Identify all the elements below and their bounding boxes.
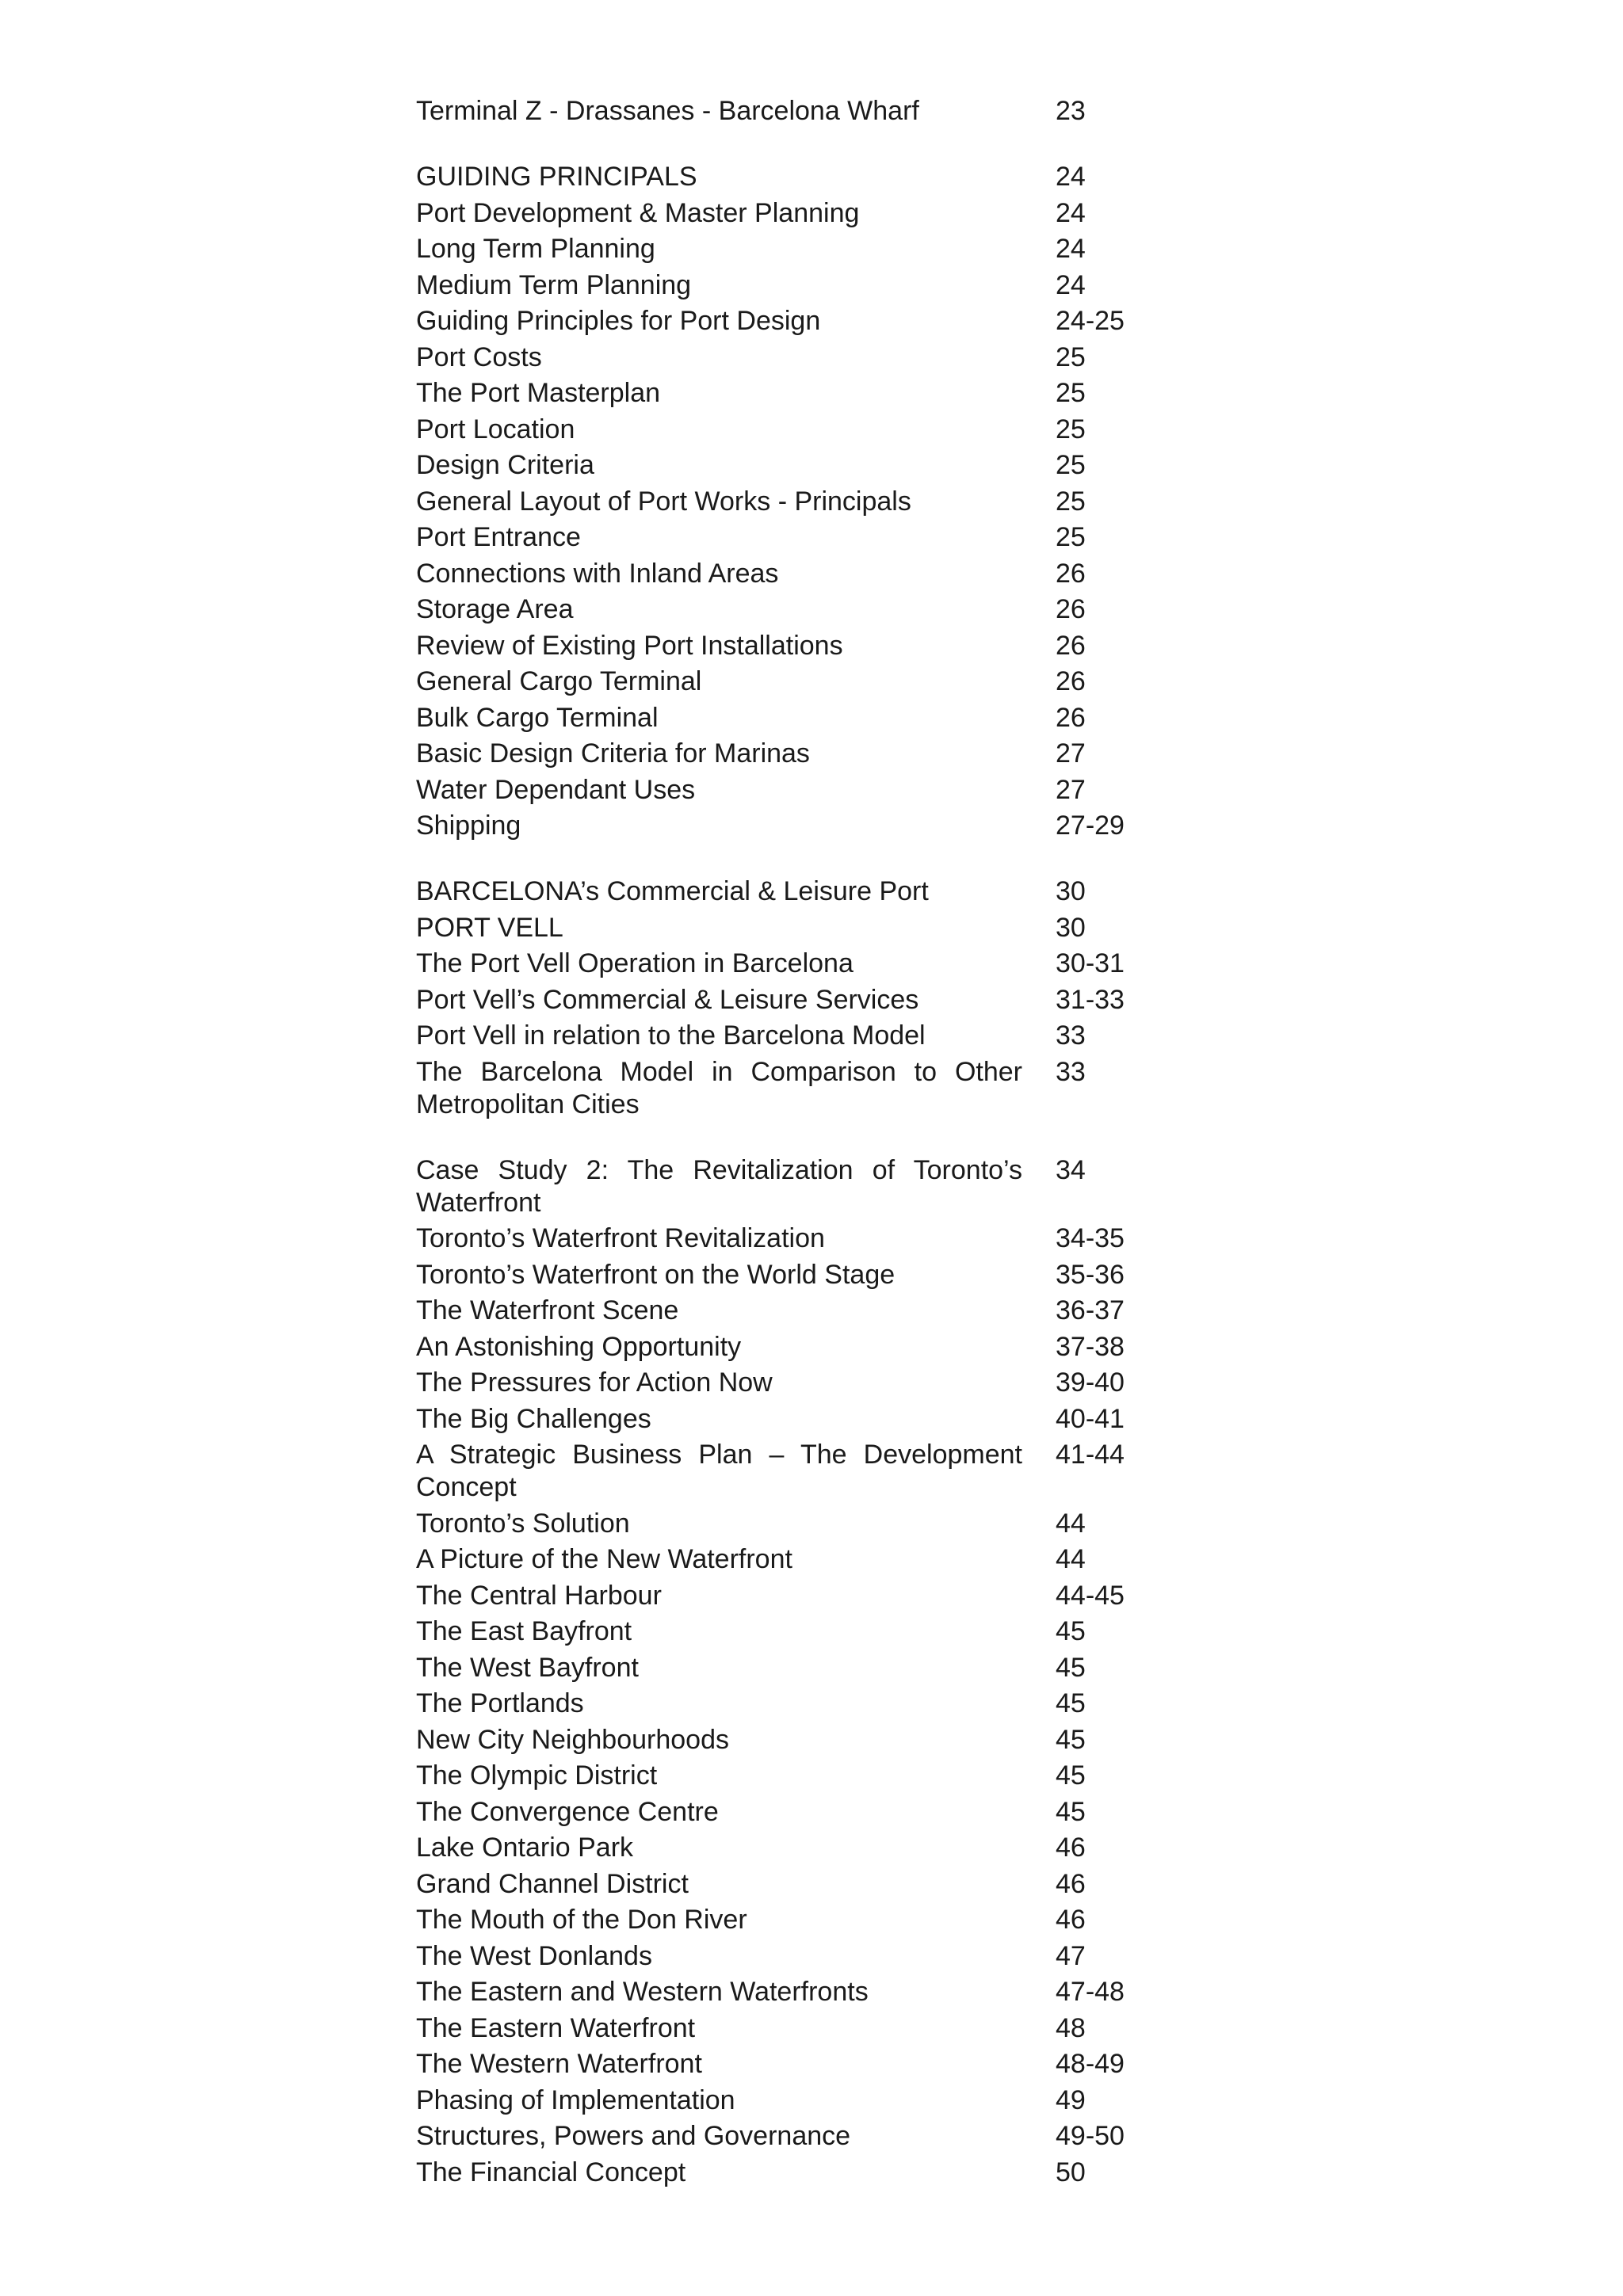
toc-entry <box>416 666 1209 698</box>
toc-entry-title: Port Vell’s Commercial & Leisure Services <box>416 984 919 1015</box>
toc-entry-title: The Pressures for Action Now <box>416 1367 773 1398</box>
toc-entry <box>416 1832 1209 1864</box>
toc-entry-pages: 47 <box>1056 1940 1086 1971</box>
toc-entry-title: Port Development & Master Planning <box>416 197 860 228</box>
toc-entry <box>416 948 1209 980</box>
toc-entry-pages: 26 <box>1056 594 1086 624</box>
toc-entry-title: The Central Harbour <box>416 1580 662 1611</box>
toc-entry-pages: 33 <box>1056 1020 1086 1051</box>
toc-entry <box>416 2048 1209 2081</box>
toc-entry <box>416 875 1209 908</box>
toc-entry-pages: 49-50 <box>1056 2121 1125 2151</box>
toc-entry-pages: 25 <box>1056 414 1086 444</box>
toc-entry-pages: 39-40 <box>1056 1367 1125 1398</box>
toc-entry-pages: 25 <box>1056 378 1086 408</box>
toc-entry <box>416 558 1209 590</box>
toc-entry <box>416 1796 1209 1829</box>
toc-entry <box>416 810 1209 842</box>
toc-entry-pages: 30-31 <box>1056 948 1125 978</box>
toc-entry <box>416 449 1209 482</box>
toc-entry <box>416 1688 1209 1720</box>
toc-entry-pages: 25 <box>1056 450 1086 480</box>
toc-entry <box>416 1020 1209 1052</box>
toc-entry-title: General Layout of Port Works - Principals <box>416 486 911 517</box>
toc-entry-title: Grand Channel District <box>416 1868 689 1899</box>
toc-entry-title: A Picture of the New Waterfront <box>416 1544 792 1574</box>
toc-entry <box>416 486 1209 518</box>
toc-entry <box>416 2012 1209 2045</box>
toc-entry-pages: 30 <box>1056 912 1086 943</box>
toc-entry-title: The West Donlands <box>416 1940 652 1971</box>
toc-entry <box>416 738 1209 770</box>
toc-entry-title: Review of Existing Port Installations <box>416 630 843 661</box>
toc-entry <box>416 1976 1209 2008</box>
toc-entry <box>416 414 1209 446</box>
toc-entry-pages: 45 <box>1056 1796 1086 1827</box>
toc-entry-pages: 48 <box>1056 2012 1086 2043</box>
toc-entry-title: PORT VELL <box>416 912 563 943</box>
toc-entry-title: Guiding Principles for Port Design <box>416 306 821 336</box>
toc-entry-title: New City Neighbourhoods <box>416 1724 729 1755</box>
toc-entry <box>416 305 1209 338</box>
toc-entry-title: The Big Challenges <box>416 1403 651 1434</box>
toc-entry-pages: 26 <box>1056 702 1086 733</box>
toc-entry-pages: 37-38 <box>1056 1331 1125 1362</box>
toc-entry-pages: 34 <box>1056 1154 1086 1185</box>
toc-entry-title: GUIDING PRINCIPALS <box>416 162 697 192</box>
toc-entry-title: Water Dependant Uses <box>416 774 696 805</box>
toc-entry-pages: 33 <box>1056 1056 1086 1087</box>
toc-entry <box>416 1615 1209 1648</box>
toc-entry <box>416 2157 1209 2189</box>
toc-entry-pages: 24 <box>1056 162 1086 192</box>
toc-entry <box>416 593 1209 626</box>
toc-entry-pages: 44 <box>1056 1544 1086 1574</box>
toc-entry <box>416 1760 1209 1792</box>
toc-entry-title: General Cargo Terminal <box>416 666 702 696</box>
toc-entry-pages: 26 <box>1056 666 1086 696</box>
toc-entry-pages: 26 <box>1056 630 1086 661</box>
toc-entry-title: A Strategic Business Plan – The Development Concept <box>416 1440 1022 1502</box>
toc-entry-pages: 26 <box>1056 558 1086 589</box>
toc-entry-title: Toronto’s Waterfront Revitalization <box>416 1223 825 1253</box>
toc-entry <box>416 1652 1209 1684</box>
toc-entry-pages: 45 <box>1056 1688 1086 1718</box>
toc-entry <box>416 377 1209 410</box>
toc-entry-title: An Astonishing Opportunity <box>416 1331 742 1362</box>
toc-entry-pages: 47-48 <box>1056 1977 1125 2007</box>
toc-entry-pages: 40-41 <box>1056 1403 1125 1434</box>
toc-entry-title: Shipping <box>416 810 521 841</box>
toc-entry-pages: 35-36 <box>1056 1259 1125 1290</box>
toc-entry-pages: 48-49 <box>1056 2049 1125 2079</box>
toc-entry <box>416 1868 1209 1901</box>
toc-entry-pages: 27 <box>1056 774 1086 805</box>
toc-entry-pages: 25 <box>1056 486 1086 517</box>
toc-entry <box>416 197 1209 230</box>
toc-entry-pages: 44-45 <box>1056 1580 1125 1611</box>
toc-entry-pages: 34-35 <box>1056 1223 1125 1253</box>
toc-entry <box>416 1543 1209 1576</box>
toc-entry <box>416 1724 1209 1756</box>
toc-entry-title: Port Location <box>416 414 575 444</box>
toc-entry <box>416 1259 1209 1291</box>
toc-entry-title: Medium Term Planning <box>416 269 692 300</box>
toc-section <box>416 1154 1209 2189</box>
toc-entry <box>416 521 1209 554</box>
toc-entry <box>416 1056 1209 1121</box>
toc-entry-title: The Waterfront Scene <box>416 1295 679 1325</box>
toc-entry-pages: 45 <box>1056 1616 1086 1646</box>
toc-entry <box>416 774 1209 807</box>
toc-entry-pages: 45 <box>1056 1760 1086 1791</box>
toc-entry <box>416 1940 1209 1973</box>
toc-entry-title: Long Term Planning <box>416 234 655 264</box>
toc-entry-pages: 36-37 <box>1056 1295 1125 1325</box>
toc-entry-pages: 45 <box>1056 1724 1086 1755</box>
toc-entry-pages: 24 <box>1056 234 1086 264</box>
toc-entry <box>416 2084 1209 2117</box>
toc-entry <box>416 984 1209 1016</box>
toc-entry <box>416 1295 1209 1327</box>
toc-entry-pages: 25 <box>1056 522 1086 552</box>
toc-entry <box>416 1154 1209 1219</box>
toc-entry-title: The East Bayfront <box>416 1616 632 1646</box>
toc-entry <box>416 1367 1209 1399</box>
toc-entry-title: The Olympic District <box>416 1760 658 1791</box>
toc-entry <box>416 95 1209 128</box>
toc-entry-title: Lake Ontario Park <box>416 1833 634 1863</box>
toc-entry-pages: 50 <box>1056 2157 1086 2187</box>
toc-entry <box>416 161 1209 193</box>
toc-entry-title: Case Study 2: The Revitalization of Toronto’s Waterfront <box>416 1154 1022 1218</box>
toc-entry-pages: 24 <box>1056 269 1086 300</box>
toc-entry <box>416 1580 1209 1612</box>
toc-entry-pages: 45 <box>1056 1652 1086 1683</box>
toc-entry-pages: 46 <box>1056 1833 1086 1863</box>
toc-entry <box>416 1904 1209 1936</box>
toc-entry <box>416 2120 1209 2153</box>
toc-entry-title: Toronto’s Solution <box>416 1508 630 1539</box>
toc-entry-title: Bulk Cargo Terminal <box>416 702 659 733</box>
toc-entry <box>416 1403 1209 1436</box>
toc-section <box>416 161 1209 842</box>
toc-entry <box>416 630 1209 662</box>
toc-entry-title: The Portlands <box>416 1688 584 1718</box>
toc-entry <box>416 1222 1209 1255</box>
toc-entry-pages: 46 <box>1056 1868 1086 1899</box>
toc-entry-title: Storage Area <box>416 594 574 624</box>
toc-entry <box>416 1508 1209 1540</box>
toc-entry-title: The Mouth of the Don River <box>416 1905 747 1935</box>
toc-entry <box>416 1439 1209 1504</box>
toc-entry-title: The Convergence Centre <box>416 1796 719 1827</box>
toc-entry-title: The Eastern Waterfront <box>416 2012 696 2043</box>
toc-entry-pages: 27-29 <box>1056 810 1125 841</box>
toc-entry-pages: 27 <box>1056 738 1086 769</box>
toc-entry-pages: 49 <box>1056 2084 1086 2115</box>
table-of-contents <box>416 95 1209 2222</box>
toc-entry-title: The Western Waterfront <box>416 2049 702 2079</box>
toc-entry-pages: 30 <box>1056 876 1086 906</box>
toc-entry-pages: 46 <box>1056 1905 1086 1935</box>
toc-entry-title: The Port Masterplan <box>416 378 661 408</box>
toc-entry-pages: 41-44 <box>1056 1440 1125 1470</box>
toc-entry-title: The Barcelona Model in Comparison to Other Metropolitan Cities <box>416 1056 1022 1119</box>
toc-entry-title: Port Entrance <box>416 522 581 552</box>
toc-entry-title: The West Bayfront <box>416 1652 639 1683</box>
toc-entry-title: Toronto’s Waterfront on the World Stage <box>416 1259 896 1290</box>
toc-section <box>416 95 1209 128</box>
toc-entry <box>416 233 1209 265</box>
toc-entry-title: Connections with Inland Areas <box>416 558 779 589</box>
toc-entry-title: Port Vell in relation to the Barcelona Model <box>416 1020 926 1051</box>
toc-entry-title: Phasing of Implementation <box>416 2084 735 2115</box>
toc-entry <box>416 341 1209 374</box>
toc-entry-pages: 25 <box>1056 341 1086 372</box>
toc-entry-title: The Port Vell Operation in Barcelona <box>416 948 854 978</box>
toc-section <box>416 875 1209 1121</box>
toc-entry-pages: 23 <box>1056 96 1086 126</box>
toc-entry-title: Basic Design Criteria for Marinas <box>416 738 810 769</box>
toc-entry-title: Design Criteria <box>416 450 594 480</box>
toc-entry-title: The Financial Concept <box>416 2157 686 2187</box>
toc-entry <box>416 1331 1209 1363</box>
toc-entry-pages: 31-33 <box>1056 984 1125 1015</box>
toc-entry-title: Structures, Powers and Governance <box>416 2121 851 2151</box>
toc-entry-pages: 44 <box>1056 1508 1086 1539</box>
toc-entry <box>416 269 1209 302</box>
toc-entry-title: Terminal Z - Drassanes - Barcelona Wharf <box>416 96 919 126</box>
toc-entry <box>416 702 1209 734</box>
toc-entry-title: The Eastern and Western Waterfronts <box>416 1977 869 2007</box>
toc-entry <box>416 912 1209 944</box>
toc-entry-title: Port Costs <box>416 341 542 372</box>
toc-entry-title: BARCELONA’s Commercial & Leisure Port <box>416 876 929 906</box>
toc-entry-pages: 24 <box>1056 197 1086 228</box>
toc-entry-pages: 24-25 <box>1056 306 1125 336</box>
